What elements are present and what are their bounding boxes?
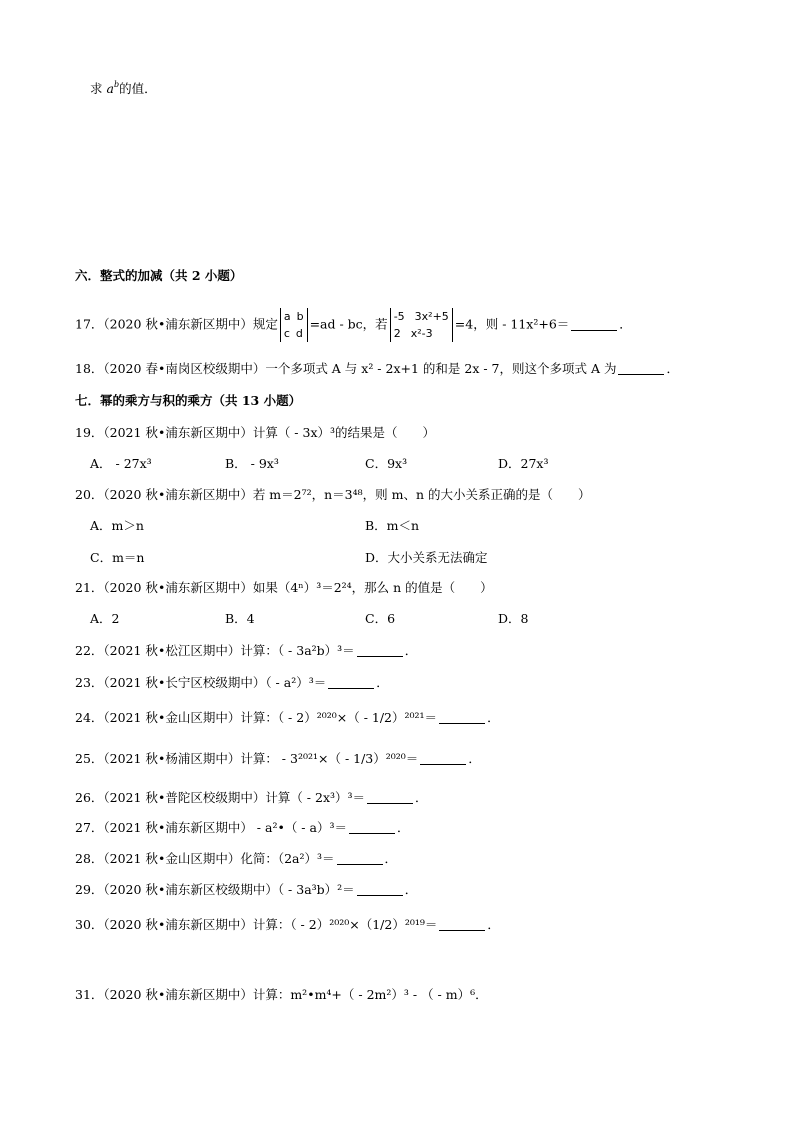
question-source: （2021 秋•松江区期中） <box>103 643 241 658</box>
option-d: D．8 <box>498 611 529 626</box>
question-source: （2020 秋•浦东新区期中） <box>103 580 253 595</box>
option-a: A．m＞n <box>90 518 144 533</box>
option-b: B． - 9x³ <box>225 456 279 471</box>
question-number: 21． <box>75 580 104 595</box>
answer-blank <box>571 318 617 331</box>
answer-blank <box>439 711 485 724</box>
question-number: 26． <box>75 790 104 805</box>
question-source: （2021 秋•浦东新区期中） <box>103 820 253 835</box>
question-29: 29．（2020 秋•浦东新区校级期中）（ - 3a³b）²＝ ． <box>75 882 418 897</box>
option-d: D．27x³ <box>498 456 549 471</box>
question-number: 20． <box>75 487 104 502</box>
question-source: （2021 秋•金山区期中） <box>103 710 241 725</box>
question-source: （2021 秋•普陀区校级期中） <box>103 790 266 805</box>
answer-blank <box>357 883 403 896</box>
answer-blank <box>439 918 485 931</box>
question-source: （2020 秋•浦东新区期中） <box>103 487 253 502</box>
option-b: B．4 <box>225 611 255 626</box>
question-30: 30．（2020 秋•浦东新区期中）计算：（ - 2）²⁰²⁰×（1/2）²⁰¹⁹＝ ． <box>75 917 500 932</box>
option-a: A． - 27x³ <box>90 456 152 471</box>
question-number: 25． <box>75 751 104 766</box>
answer-blank <box>328 676 374 689</box>
question-17: 17．（2020 秋•浦东新区期中）规定 a b c d =ad - bc，若 -5 3x²+5 2 x²-3 =4，则 - 11x²+6＝ ． <box>75 310 632 340</box>
question-number: 18． <box>75 361 104 376</box>
section-heading: 七．幂的乘方与积的乘方（共 13 小题） <box>75 393 302 408</box>
question-21: 21．（2020 秋•浦东新区期中）如果（4ⁿ）³＝2²⁴，那么 n 的值是（ ） <box>75 580 493 595</box>
option-a: A．2 <box>90 611 120 626</box>
answer-blank <box>337 852 383 865</box>
answer-blank <box>357 644 403 657</box>
determinant-x: -5 3x²+5 2 x²-3 <box>390 308 453 342</box>
answer-blank <box>618 362 664 375</box>
question-31: 31．（2020 秋•浦东新区期中）计算：m²•m⁴+（ - 2m²）³ - （ - m）⁶． <box>75 987 488 1002</box>
option-c: C．m＝n <box>90 550 145 565</box>
question-number: 30． <box>75 917 104 932</box>
question-19: 19．（2021 秋•浦东新区期中）计算（ - 3x）³的结果是（ ） <box>75 425 436 440</box>
answer-blank <box>367 791 413 804</box>
question-23: 23．（2021 秋•长宁区校级期中）（ - a²）³＝ ． <box>75 675 389 690</box>
question-source: （2020 秋•浦东新区期中） <box>103 917 253 932</box>
answer-blank <box>420 752 466 765</box>
question-number: 27． <box>75 820 104 835</box>
question-source: （2020 春•南岗区校级期中） <box>103 361 266 376</box>
question-25: 25．（2021 秋•杨浦区期中）计算： - 3²⁰²¹×（ - 1/3）²⁰²⁰＝ ． <box>75 751 481 766</box>
option-d: D．大小关系无法确定 <box>365 550 488 565</box>
question-number: 22． <box>75 643 104 658</box>
section-heading: 六．整式的加减（共 2 小题） <box>75 268 243 283</box>
question-18: 18．（2020 春•南岗区校级期中）一个多项式 A 与 x² - 2x+1 的和是 2x - 7，则这个多项式 A 为 ． <box>75 361 679 376</box>
option-b: B．m＜n <box>365 518 420 533</box>
question-28: 28．（2021 秋•金山区期中）化简：（2a²）³＝ ． <box>75 851 398 866</box>
question-number: 29． <box>75 882 104 897</box>
question-source: （2021 秋•杨浦区期中） <box>103 751 241 766</box>
question-22: 22．（2021 秋•松江区期中）计算：（ - 3a²b）³＝ ． <box>75 643 418 658</box>
prompt-line: 求 $a^b$的值． <box>90 80 157 96</box>
option-c: C．9x³ <box>365 456 408 471</box>
question-20: 20．（2020 秋•浦东新区期中）若 m＝2⁷²，n＝3⁴⁸，则 m、n 的大小关系正确的是（ ） <box>75 487 591 502</box>
question-source: （2021 秋•金山区期中） <box>103 851 241 866</box>
question-number: 17． <box>75 316 104 332</box>
question-source: （2020 秋•浦东新区期中） <box>103 987 253 1002</box>
question-number: 31． <box>75 987 104 1002</box>
question-27: 27．（2021 秋•浦东新区期中） - a²•（ - a）³＝ ． <box>75 820 410 835</box>
question-24: 24．（2021 秋•金山区期中）计算：（ - 2）²⁰²⁰×（ - 1/2）²⁰²¹＝ ． <box>75 710 500 725</box>
question-26: 26．（2021 秋•普陀区校级期中）计算（ - 2x³）³＝ ． <box>75 790 428 805</box>
option-c: C．6 <box>365 611 396 626</box>
question-source: （2021 秋•浦东新区期中） <box>103 425 253 440</box>
question-number: 24． <box>75 710 104 725</box>
determinant-abcd: a b c d <box>280 308 308 342</box>
question-number: 23． <box>75 675 104 690</box>
question-source: （2020 秋•浦东新区校级期中） <box>103 882 278 897</box>
answer-blank <box>349 821 395 834</box>
question-number: 19． <box>75 425 104 440</box>
question-source: （2020 秋•浦东新区期中） <box>103 316 253 332</box>
question-number: 28． <box>75 851 104 866</box>
question-source: （2021 秋•长宁区校级期中） <box>103 675 266 690</box>
